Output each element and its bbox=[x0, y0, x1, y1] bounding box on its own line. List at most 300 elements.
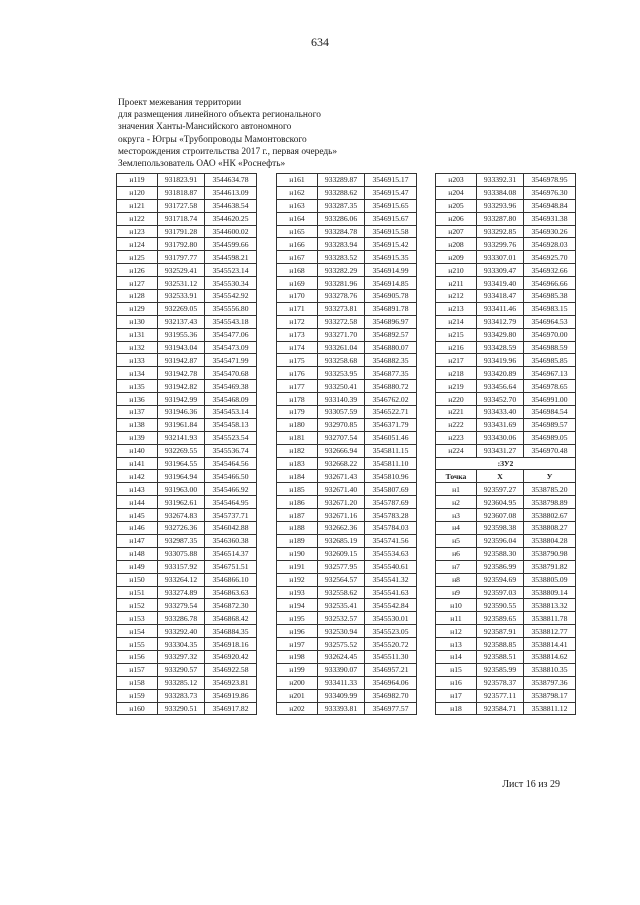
table-row bbox=[117, 625, 257, 638]
point-id-cell: н164 bbox=[277, 212, 318, 225]
y-coordinate-cell: 3546932.66 bbox=[524, 264, 576, 277]
y-coordinate-cell: 3545520.72 bbox=[365, 638, 417, 651]
table-row bbox=[277, 328, 417, 341]
table-row bbox=[277, 457, 417, 470]
point-id-cell: н120 bbox=[117, 186, 158, 199]
point-id-cell: н197 bbox=[277, 638, 318, 651]
x-coordinate-cell: 933292.85 bbox=[477, 225, 524, 238]
header-line: округа - Югры «Трубопроводы Мамонтовского bbox=[118, 134, 307, 145]
x-coordinate-cell: 931943.04 bbox=[158, 341, 205, 354]
y-coordinate-cell: 3546948.84 bbox=[524, 199, 576, 212]
point-id-cell: н186 bbox=[277, 496, 318, 509]
table-row bbox=[277, 702, 417, 715]
x-coordinate-cell: 932535.41 bbox=[318, 599, 365, 612]
table-row bbox=[117, 406, 257, 419]
point-id-cell: н183 bbox=[277, 457, 318, 470]
table-row bbox=[436, 212, 576, 225]
table-row bbox=[277, 522, 417, 535]
x-coordinate-cell: 923587.91 bbox=[477, 625, 524, 638]
table-row bbox=[436, 341, 576, 354]
y-coordinate-cell: 3545473.09 bbox=[205, 341, 257, 354]
x-coordinate-cell: 923597.03 bbox=[477, 586, 524, 599]
y-coordinate-cell: 3544613.09 bbox=[205, 186, 257, 199]
point-id-cell: н158 bbox=[117, 676, 158, 689]
point-id-cell: н5 bbox=[436, 534, 477, 547]
table-row bbox=[436, 290, 576, 303]
table-row bbox=[277, 186, 417, 199]
table-row bbox=[436, 650, 576, 663]
y-coordinate-cell: 3546905.78 bbox=[365, 290, 417, 303]
sub-header-row bbox=[436, 470, 576, 483]
y-coordinate-cell: 3546872.30 bbox=[205, 599, 257, 612]
x-coordinate-cell: 931964.94 bbox=[158, 470, 205, 483]
y-coordinate-cell: 3546863.63 bbox=[205, 586, 257, 599]
table-row bbox=[117, 470, 257, 483]
table-row bbox=[117, 302, 257, 315]
table-row bbox=[117, 534, 257, 547]
point-id-cell: н123 bbox=[117, 225, 158, 238]
y-coordinate-cell: 3538808.27 bbox=[524, 522, 576, 535]
point-id-cell: н208 bbox=[436, 238, 477, 251]
point-id-cell: н126 bbox=[117, 264, 158, 277]
y-coordinate-cell: 3545534.63 bbox=[365, 547, 417, 560]
x-coordinate-cell: 933288.62 bbox=[318, 186, 365, 199]
y-coordinate-cell: 3546930.26 bbox=[524, 225, 576, 238]
x-coordinate-cell: 931727.58 bbox=[158, 199, 205, 212]
table-row bbox=[117, 225, 257, 238]
table-row bbox=[117, 560, 257, 573]
y-coordinate-cell: 3546931.38 bbox=[524, 212, 576, 225]
y-coordinate-cell: 3538809.14 bbox=[524, 586, 576, 599]
x-coordinate-cell: 932987.35 bbox=[158, 534, 205, 547]
x-coordinate-cell: 933273.81 bbox=[318, 302, 365, 315]
y-coordinate-cell: 3538812.77 bbox=[524, 625, 576, 638]
table-row bbox=[277, 302, 417, 315]
table-row bbox=[277, 393, 417, 406]
y-coordinate-cell: 3546982.70 bbox=[365, 689, 417, 702]
point-id-cell: н151 bbox=[117, 586, 158, 599]
point-id-cell: н195 bbox=[277, 612, 318, 625]
x-coordinate-cell: 933292.40 bbox=[158, 625, 205, 638]
point-id-cell: н173 bbox=[277, 328, 318, 341]
table-row bbox=[277, 586, 417, 599]
point-id-cell: н12 bbox=[436, 625, 477, 638]
y-coordinate-cell: 3546920.42 bbox=[205, 650, 257, 663]
x-coordinate-cell: 933297.32 bbox=[158, 650, 205, 663]
y-coordinate-cell: 3546976.30 bbox=[524, 186, 576, 199]
y-coordinate-cell: 3546925.70 bbox=[524, 251, 576, 264]
x-coordinate-cell: 923607.08 bbox=[477, 509, 524, 522]
table-row bbox=[436, 199, 576, 212]
table-row bbox=[117, 186, 257, 199]
point-id-cell: н133 bbox=[117, 354, 158, 367]
x-coordinate-cell: 932577.95 bbox=[318, 560, 365, 573]
point-id-cell: н207 bbox=[436, 225, 477, 238]
table-row bbox=[277, 315, 417, 328]
point-id-cell: н215 bbox=[436, 328, 477, 341]
table-row bbox=[117, 689, 257, 702]
x-coordinate-cell: 933428.59 bbox=[477, 341, 524, 354]
y-coordinate-cell: 3546964.53 bbox=[524, 315, 576, 328]
x-coordinate-cell: 933075.88 bbox=[158, 547, 205, 560]
x-coordinate-cell: 932707.54 bbox=[318, 431, 365, 444]
y-coordinate-cell: 3544638.54 bbox=[205, 199, 257, 212]
document-header bbox=[118, 97, 418, 170]
point-id-cell: н209 bbox=[436, 251, 477, 264]
y-coordinate-cell: 3545530.01 bbox=[365, 612, 417, 625]
x-coordinate-cell: 931942.87 bbox=[158, 354, 205, 367]
table-row bbox=[277, 612, 417, 625]
point-id-cell: н181 bbox=[277, 431, 318, 444]
x-coordinate-cell: 933430.06 bbox=[477, 431, 524, 444]
table-row bbox=[117, 418, 257, 431]
table-row bbox=[436, 676, 576, 689]
point-id-cell: н188 bbox=[277, 522, 318, 535]
table-row bbox=[277, 560, 417, 573]
x-coordinate-cell: 933429.80 bbox=[477, 328, 524, 341]
x-coordinate-cell: 933283.52 bbox=[318, 251, 365, 264]
point-id-cell: н1 bbox=[436, 483, 477, 496]
x-coordinate-cell: 923578.37 bbox=[477, 676, 524, 689]
x-coordinate-cell: 933250.41 bbox=[318, 380, 365, 393]
y-coordinate-cell: 3545556.80 bbox=[205, 302, 257, 315]
y-coordinate-cell: 3546882.35 bbox=[365, 354, 417, 367]
y-coordinate-cell: 3546042.88 bbox=[205, 522, 257, 535]
x-coordinate-cell: 932564.57 bbox=[318, 573, 365, 586]
header-line: Землепользователь ОАО «НК «Роснефть» bbox=[118, 159, 286, 170]
table-row bbox=[436, 522, 576, 535]
y-coordinate-cell: 3545540.61 bbox=[365, 560, 417, 573]
x-coordinate-cell: 923585.99 bbox=[477, 663, 524, 676]
y-coordinate-cell: 3538805.09 bbox=[524, 573, 576, 586]
table-row bbox=[117, 341, 257, 354]
x-coordinate-cell: 931961.84 bbox=[158, 418, 205, 431]
y-coordinate-cell: 3545542.92 bbox=[205, 290, 257, 303]
x-coordinate-cell: 932668.22 bbox=[318, 457, 365, 470]
y-coordinate-cell: 3546928.03 bbox=[524, 238, 576, 251]
table-row bbox=[436, 496, 576, 509]
point-id-cell: н213 bbox=[436, 302, 477, 315]
y-coordinate-cell: 3546964.06 bbox=[365, 676, 417, 689]
x-coordinate-cell: 932141.93 bbox=[158, 431, 205, 444]
table-row bbox=[277, 418, 417, 431]
point-id-cell: н7 bbox=[436, 560, 477, 573]
x-coordinate-cell: 923590.55 bbox=[477, 599, 524, 612]
y-coordinate-cell: 3546983.15 bbox=[524, 302, 576, 315]
y-coordinate-cell: 3538811.12 bbox=[524, 702, 576, 715]
y-coordinate-cell: 3538790.98 bbox=[524, 547, 576, 560]
table-row bbox=[117, 328, 257, 341]
table-row bbox=[117, 251, 257, 264]
table-row bbox=[117, 573, 257, 586]
x-coordinate-cell: 933140.39 bbox=[318, 393, 365, 406]
y-coordinate-cell: 3545783.28 bbox=[365, 509, 417, 522]
table-row bbox=[436, 367, 576, 380]
y-coordinate-cell: 3545464.95 bbox=[205, 496, 257, 509]
point-id-cell: н152 bbox=[117, 599, 158, 612]
x-coordinate-cell: 923588.51 bbox=[477, 650, 524, 663]
x-coordinate-cell: 932533.91 bbox=[158, 290, 205, 303]
table-row bbox=[117, 174, 257, 187]
point-id-cell: н202 bbox=[277, 702, 318, 715]
y-coordinate-cell: 3546978.95 bbox=[524, 174, 576, 187]
x-coordinate-cell: 933411.33 bbox=[318, 676, 365, 689]
point-id-cell: н122 bbox=[117, 212, 158, 225]
x-coordinate-cell: 933420.89 bbox=[477, 367, 524, 380]
point-id-cell: н15 bbox=[436, 663, 477, 676]
table-row bbox=[117, 509, 257, 522]
header-line: значения Ханты-Мансийского автономного bbox=[118, 122, 292, 133]
x-coordinate-cell: 931791.28 bbox=[158, 225, 205, 238]
x-coordinate-cell: 933419.96 bbox=[477, 354, 524, 367]
x-coordinate-cell: 931955.36 bbox=[158, 328, 205, 341]
point-id-cell: н148 bbox=[117, 547, 158, 560]
point-id-cell: н162 bbox=[277, 186, 318, 199]
x-coordinate-cell: 933157.92 bbox=[158, 560, 205, 573]
x-coordinate-cell: 933287.35 bbox=[318, 199, 365, 212]
point-id-cell: н203 bbox=[436, 174, 477, 187]
y-coordinate-cell: 3546762.02 bbox=[365, 393, 417, 406]
point-id-cell: н196 bbox=[277, 625, 318, 638]
y-coordinate-cell: 3544620.25 bbox=[205, 212, 257, 225]
x-coordinate-cell: 923584.71 bbox=[477, 702, 524, 715]
sheet-number: Лист 16 из 29 bbox=[502, 779, 560, 790]
point-id-cell: н168 bbox=[277, 264, 318, 277]
point-id-cell: н147 bbox=[117, 534, 158, 547]
table-row bbox=[436, 393, 576, 406]
y-coordinate-cell: 3538798.89 bbox=[524, 496, 576, 509]
y-coordinate-cell: 3546915.47 bbox=[365, 186, 417, 199]
y-coordinate-cell: 3545542.84 bbox=[365, 599, 417, 612]
x-coordinate-cell: 923589.65 bbox=[477, 612, 524, 625]
y-coordinate-cell: 3545541.63 bbox=[365, 586, 417, 599]
point-id-cell: н192 bbox=[277, 573, 318, 586]
x-coordinate-cell: 933433.40 bbox=[477, 406, 524, 419]
y-coordinate-cell: 3546896.97 bbox=[365, 315, 417, 328]
point-id-cell: н140 bbox=[117, 444, 158, 457]
y-coordinate-cell: 3544600.02 bbox=[205, 225, 257, 238]
point-id-cell: н190 bbox=[277, 547, 318, 560]
x-coordinate-cell: 933456.64 bbox=[477, 380, 524, 393]
table-row bbox=[436, 702, 576, 715]
y-coordinate-cell: 3545741.56 bbox=[365, 534, 417, 547]
point-id-cell: н146 bbox=[117, 522, 158, 535]
x-coordinate-cell: 933264.12 bbox=[158, 573, 205, 586]
table-row bbox=[277, 534, 417, 547]
x-coordinate-cell: 931942.78 bbox=[158, 367, 205, 380]
point-id-cell: н191 bbox=[277, 560, 318, 573]
y-coordinate-cell: 3546923.81 bbox=[205, 676, 257, 689]
table-row bbox=[117, 638, 257, 651]
point-id-cell: н218 bbox=[436, 367, 477, 380]
y-coordinate-cell: 3546371.79 bbox=[365, 418, 417, 431]
point-id-cell: н137 bbox=[117, 406, 158, 419]
x-coordinate-cell: 933419.40 bbox=[477, 277, 524, 290]
y-coordinate-cell: 3538804.28 bbox=[524, 534, 576, 547]
y-coordinate-cell: 3546985.38 bbox=[524, 290, 576, 303]
point-id-cell: н17 bbox=[436, 689, 477, 702]
table-row bbox=[436, 483, 576, 496]
table-row bbox=[117, 290, 257, 303]
x-coordinate-cell: 931963.00 bbox=[158, 483, 205, 496]
y-coordinate-cell: 3545466.92 bbox=[205, 483, 257, 496]
point-id-cell: н149 bbox=[117, 560, 158, 573]
header-line: для размещения линейного объекта регионального bbox=[118, 110, 321, 121]
page-number: 634 bbox=[311, 35, 329, 49]
point-id-cell: н132 bbox=[117, 341, 158, 354]
y-coordinate-cell: 3545530.34 bbox=[205, 277, 257, 290]
table-row bbox=[117, 238, 257, 251]
y-coordinate-cell: 3546922.58 bbox=[205, 663, 257, 676]
point-id-cell: н145 bbox=[117, 509, 158, 522]
x-coordinate-cell: 933261.04 bbox=[318, 341, 365, 354]
x-coordinate-cell: 932671.43 bbox=[318, 470, 365, 483]
x-coordinate-cell: 933272.58 bbox=[318, 315, 365, 328]
x-coordinate-cell: 932531.12 bbox=[158, 277, 205, 290]
x-coordinate-cell: 933286.06 bbox=[318, 212, 365, 225]
x-coordinate-cell: 931718.74 bbox=[158, 212, 205, 225]
point-id-cell: н142 bbox=[117, 470, 158, 483]
section-title: :ЗУ2 bbox=[436, 457, 576, 470]
point-id-cell: н224 bbox=[436, 444, 477, 457]
y-coordinate-cell: 3545511.30 bbox=[365, 650, 417, 663]
table-row bbox=[117, 522, 257, 535]
table-row bbox=[436, 264, 576, 277]
table-row bbox=[117, 612, 257, 625]
point-id-cell: н219 bbox=[436, 380, 477, 393]
point-id-cell: н10 bbox=[436, 599, 477, 612]
y-coordinate-cell: 3545523.54 bbox=[205, 431, 257, 444]
x-coordinate-cell: 933393.81 bbox=[318, 702, 365, 715]
table-row bbox=[117, 676, 257, 689]
point-id-cell: н134 bbox=[117, 367, 158, 380]
point-id-cell: н159 bbox=[117, 689, 158, 702]
x-coordinate-cell: 923588.85 bbox=[477, 638, 524, 651]
y-coordinate-cell: 3546915.58 bbox=[365, 225, 417, 238]
table-row bbox=[277, 367, 417, 380]
y-coordinate-cell: 3545543.18 bbox=[205, 315, 257, 328]
table-row bbox=[117, 599, 257, 612]
x-coordinate-cell: 933384.08 bbox=[477, 186, 524, 199]
point-id-cell: н2 bbox=[436, 496, 477, 509]
y-coordinate-cell: 3538802.67 bbox=[524, 509, 576, 522]
table-row bbox=[436, 689, 576, 702]
table-row bbox=[117, 444, 257, 457]
table-row bbox=[277, 547, 417, 560]
y-coordinate-cell: 3545453.14 bbox=[205, 406, 257, 419]
y-coordinate-cell: 3546967.13 bbox=[524, 367, 576, 380]
table-row bbox=[277, 406, 417, 419]
point-id-cell: н14 bbox=[436, 650, 477, 663]
table-row bbox=[117, 483, 257, 496]
point-id-cell: н4 bbox=[436, 522, 477, 535]
x-coordinate-cell: 923588.30 bbox=[477, 547, 524, 560]
y-coordinate-cell: 3546751.51 bbox=[205, 560, 257, 573]
x-coordinate-cell: 931962.61 bbox=[158, 496, 205, 509]
table-row bbox=[277, 676, 417, 689]
point-id-cell: н175 bbox=[277, 354, 318, 367]
point-id-cell: н176 bbox=[277, 367, 318, 380]
x-coordinate-cell: 933287.80 bbox=[477, 212, 524, 225]
y-coordinate-cell: 3546914.85 bbox=[365, 277, 417, 290]
table-row bbox=[436, 186, 576, 199]
point-id-cell: н161 bbox=[277, 174, 318, 187]
point-id-cell: н6 bbox=[436, 547, 477, 560]
x-coordinate-cell: 933285.12 bbox=[158, 676, 205, 689]
point-id-cell: н199 bbox=[277, 663, 318, 676]
point-id-cell: н184 bbox=[277, 470, 318, 483]
x-coordinate-cell: 931818.87 bbox=[158, 186, 205, 199]
table-row bbox=[436, 573, 576, 586]
table-row bbox=[277, 650, 417, 663]
y-coordinate-cell: 3538814.41 bbox=[524, 638, 576, 651]
y-coordinate-cell: 3546880.07 bbox=[365, 341, 417, 354]
y-coordinate-cell: 3545807.69 bbox=[365, 483, 417, 496]
x-coordinate-cell: 932671.16 bbox=[318, 509, 365, 522]
point-id-cell: н200 bbox=[277, 676, 318, 689]
y-coordinate-cell: 3538798.17 bbox=[524, 689, 576, 702]
x-coordinate-cell: 933409.99 bbox=[318, 689, 365, 702]
point-id-cell: н136 bbox=[117, 393, 158, 406]
x-coordinate-cell: 931942.99 bbox=[158, 393, 205, 406]
point-id-cell: н222 bbox=[436, 418, 477, 431]
point-id-cell: н189 bbox=[277, 534, 318, 547]
y-coordinate-cell: 3546915.67 bbox=[365, 212, 417, 225]
table-row bbox=[117, 393, 257, 406]
x-coordinate-cell: 933293.96 bbox=[477, 199, 524, 212]
table-row bbox=[436, 380, 576, 393]
point-id-cell: н169 bbox=[277, 277, 318, 290]
y-coordinate-cell: 3546891.78 bbox=[365, 302, 417, 315]
table-row bbox=[436, 238, 576, 251]
table-row bbox=[436, 277, 576, 290]
table-row bbox=[117, 663, 257, 676]
header-line: Проект межевания территории bbox=[118, 98, 242, 108]
x-coordinate-cell: 933274.89 bbox=[158, 586, 205, 599]
x-coordinate-cell: 933286.78 bbox=[158, 612, 205, 625]
y-coordinate-cell: 3544598.21 bbox=[205, 251, 257, 264]
table-row bbox=[436, 547, 576, 560]
x-coordinate-cell: 933290.51 bbox=[158, 702, 205, 715]
table-row bbox=[436, 174, 576, 187]
x-coordinate-cell: 933452.70 bbox=[477, 393, 524, 406]
x-coordinate-cell: 932624.45 bbox=[318, 650, 365, 663]
y-coordinate-cell: 3545458.13 bbox=[205, 418, 257, 431]
x-coordinate-cell: 923586.99 bbox=[477, 560, 524, 573]
y-coordinate-cell: 3545471.99 bbox=[205, 354, 257, 367]
y-coordinate-cell: 3546915.65 bbox=[365, 199, 417, 212]
x-coordinate-cell: 923598.38 bbox=[477, 522, 524, 535]
x-coordinate-cell: 933271.70 bbox=[318, 328, 365, 341]
x-coordinate-cell: 933258.68 bbox=[318, 354, 365, 367]
table-row bbox=[117, 367, 257, 380]
point-id-cell: н172 bbox=[277, 315, 318, 328]
table-row bbox=[277, 251, 417, 264]
table-row bbox=[277, 225, 417, 238]
x-coordinate-cell: 923577.11 bbox=[477, 689, 524, 702]
point-id-cell: н179 bbox=[277, 406, 318, 419]
x-coordinate-cell: 932666.94 bbox=[318, 444, 365, 457]
y-coordinate-cell: 3545536.74 bbox=[205, 444, 257, 457]
coordinates-table-3 bbox=[435, 173, 576, 715]
x-coordinate-cell: 932269.05 bbox=[158, 302, 205, 315]
y-coordinate-cell: 3545477.06 bbox=[205, 328, 257, 341]
table-row bbox=[436, 431, 576, 444]
y-coordinate-cell: 3545811.15 bbox=[365, 444, 417, 457]
x-coordinate-cell: 933253.95 bbox=[318, 367, 365, 380]
y-coordinate-cell: 3545810.96 bbox=[365, 470, 417, 483]
table-row bbox=[436, 560, 576, 573]
